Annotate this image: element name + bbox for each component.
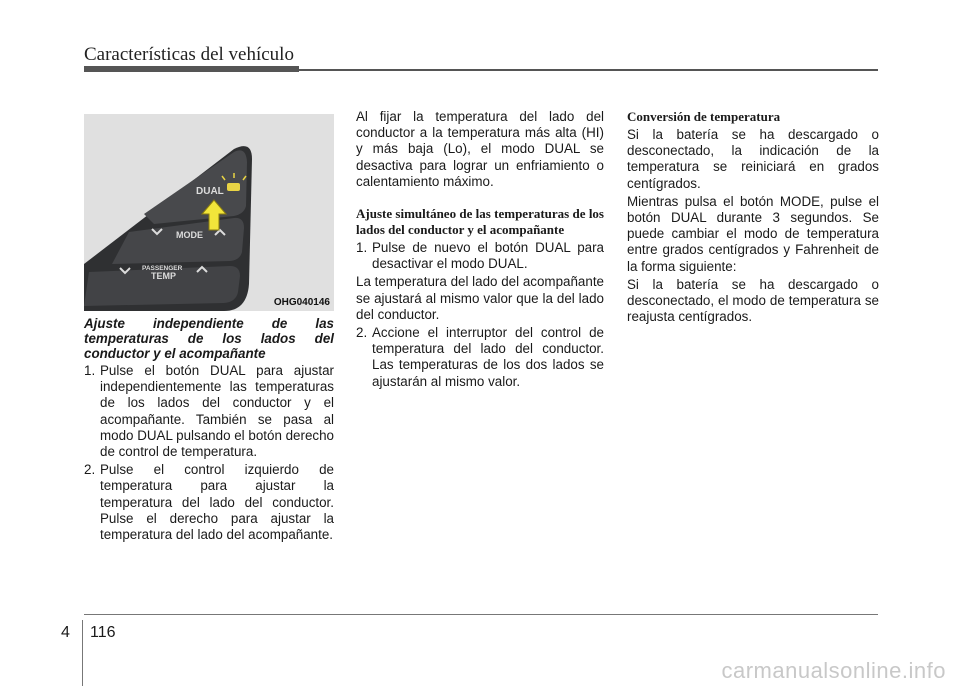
list-item [356,325,604,390]
list-text: Accione el interruptor del control de temperatura del lado del conductor. Las temperaturas de los dos lados se ajustarán al mismo valor. [372,325,604,389]
list-item [84,462,334,543]
passenger-label: PASSENGER [142,265,183,272]
footer-rule [84,614,878,615]
section-heading-simultaneous: Ajuste simultáneo de las temperaturas de los lados del conductor y el acompañante [356,206,604,238]
list-continuation: La temperatura del lado del acompañante se ajustará al mismo valor que la del lado del conductor. [356,274,604,322]
list-text: Pulse el control izquierdo de temperatura para ajustar la temperatura del lado del conductor. Pulse el derecho para ajustar la temperatura del lado del acompañante. [100,462,334,543]
section-heading-independent: Ajuste independiente de las temperaturas de los lados del conductor y el acompañante [84,316,334,361]
page-header-title: Características del vehículo [84,44,294,65]
figure-code: OHG040146 [273,297,330,308]
list-item [84,363,334,460]
column-1 [84,316,334,545]
intro-paragraph: Al fijar la temperatura del lado del conductor a la temperatura más alta (HI) y más baja (Lo), el modo DUAL se desactiva para lograr un enfriamiento o calentamiento máximo. [356,109,604,189]
column-2 [356,109,604,392]
dual-led-indicator [227,183,240,191]
list-text: Pulse el botón DUAL para ajustar independientemente las temperaturas de los lados del conductor y el acompañante. También se pasa al modo DUAL pulsando el botón derecho de control de temperatura. [100,363,334,460]
page-number: 116 [90,624,116,641]
paragraph: Si la batería se ha descargado o desconectado, el modo de temperatura se reajusta centígrados. [627,276,879,325]
header-rule [84,69,878,71]
chapter-number: 4 [61,624,70,641]
watermark: carmanualsonline.info [721,658,946,683]
dual-label: DUAL [196,186,224,197]
list-text: Pulse de nuevo el botón DUAL para desactivar el modo DUAL. [372,240,604,272]
control-panel-illustration [84,114,334,311]
paragraph: Mientras pulsa el botón MODE, pulse el botón DUAL durante 3 segundos. Se puede cambiar el modo de temperatura entre grados centígrados y Fahrenheit de la forma siguiente: [627,193,879,274]
mode-label: MODE [176,230,203,240]
list-number: 1. [84,363,96,378]
list-number: 1. [356,240,368,256]
section-heading-conversion: Conversión de temperatura [627,109,781,124]
footer-divider [82,620,83,686]
column-3 [627,109,879,327]
list-number: 2. [84,462,96,478]
climate-control-figure [84,114,334,311]
list-number: 2. [356,325,368,341]
temp-label: TEMP [151,271,177,281]
list-item [356,240,604,272]
paragraph: Si la batería se ha descargado o desconectado, la indicación de la temperatura se reiniciará en grados centígrados. [627,127,879,191]
